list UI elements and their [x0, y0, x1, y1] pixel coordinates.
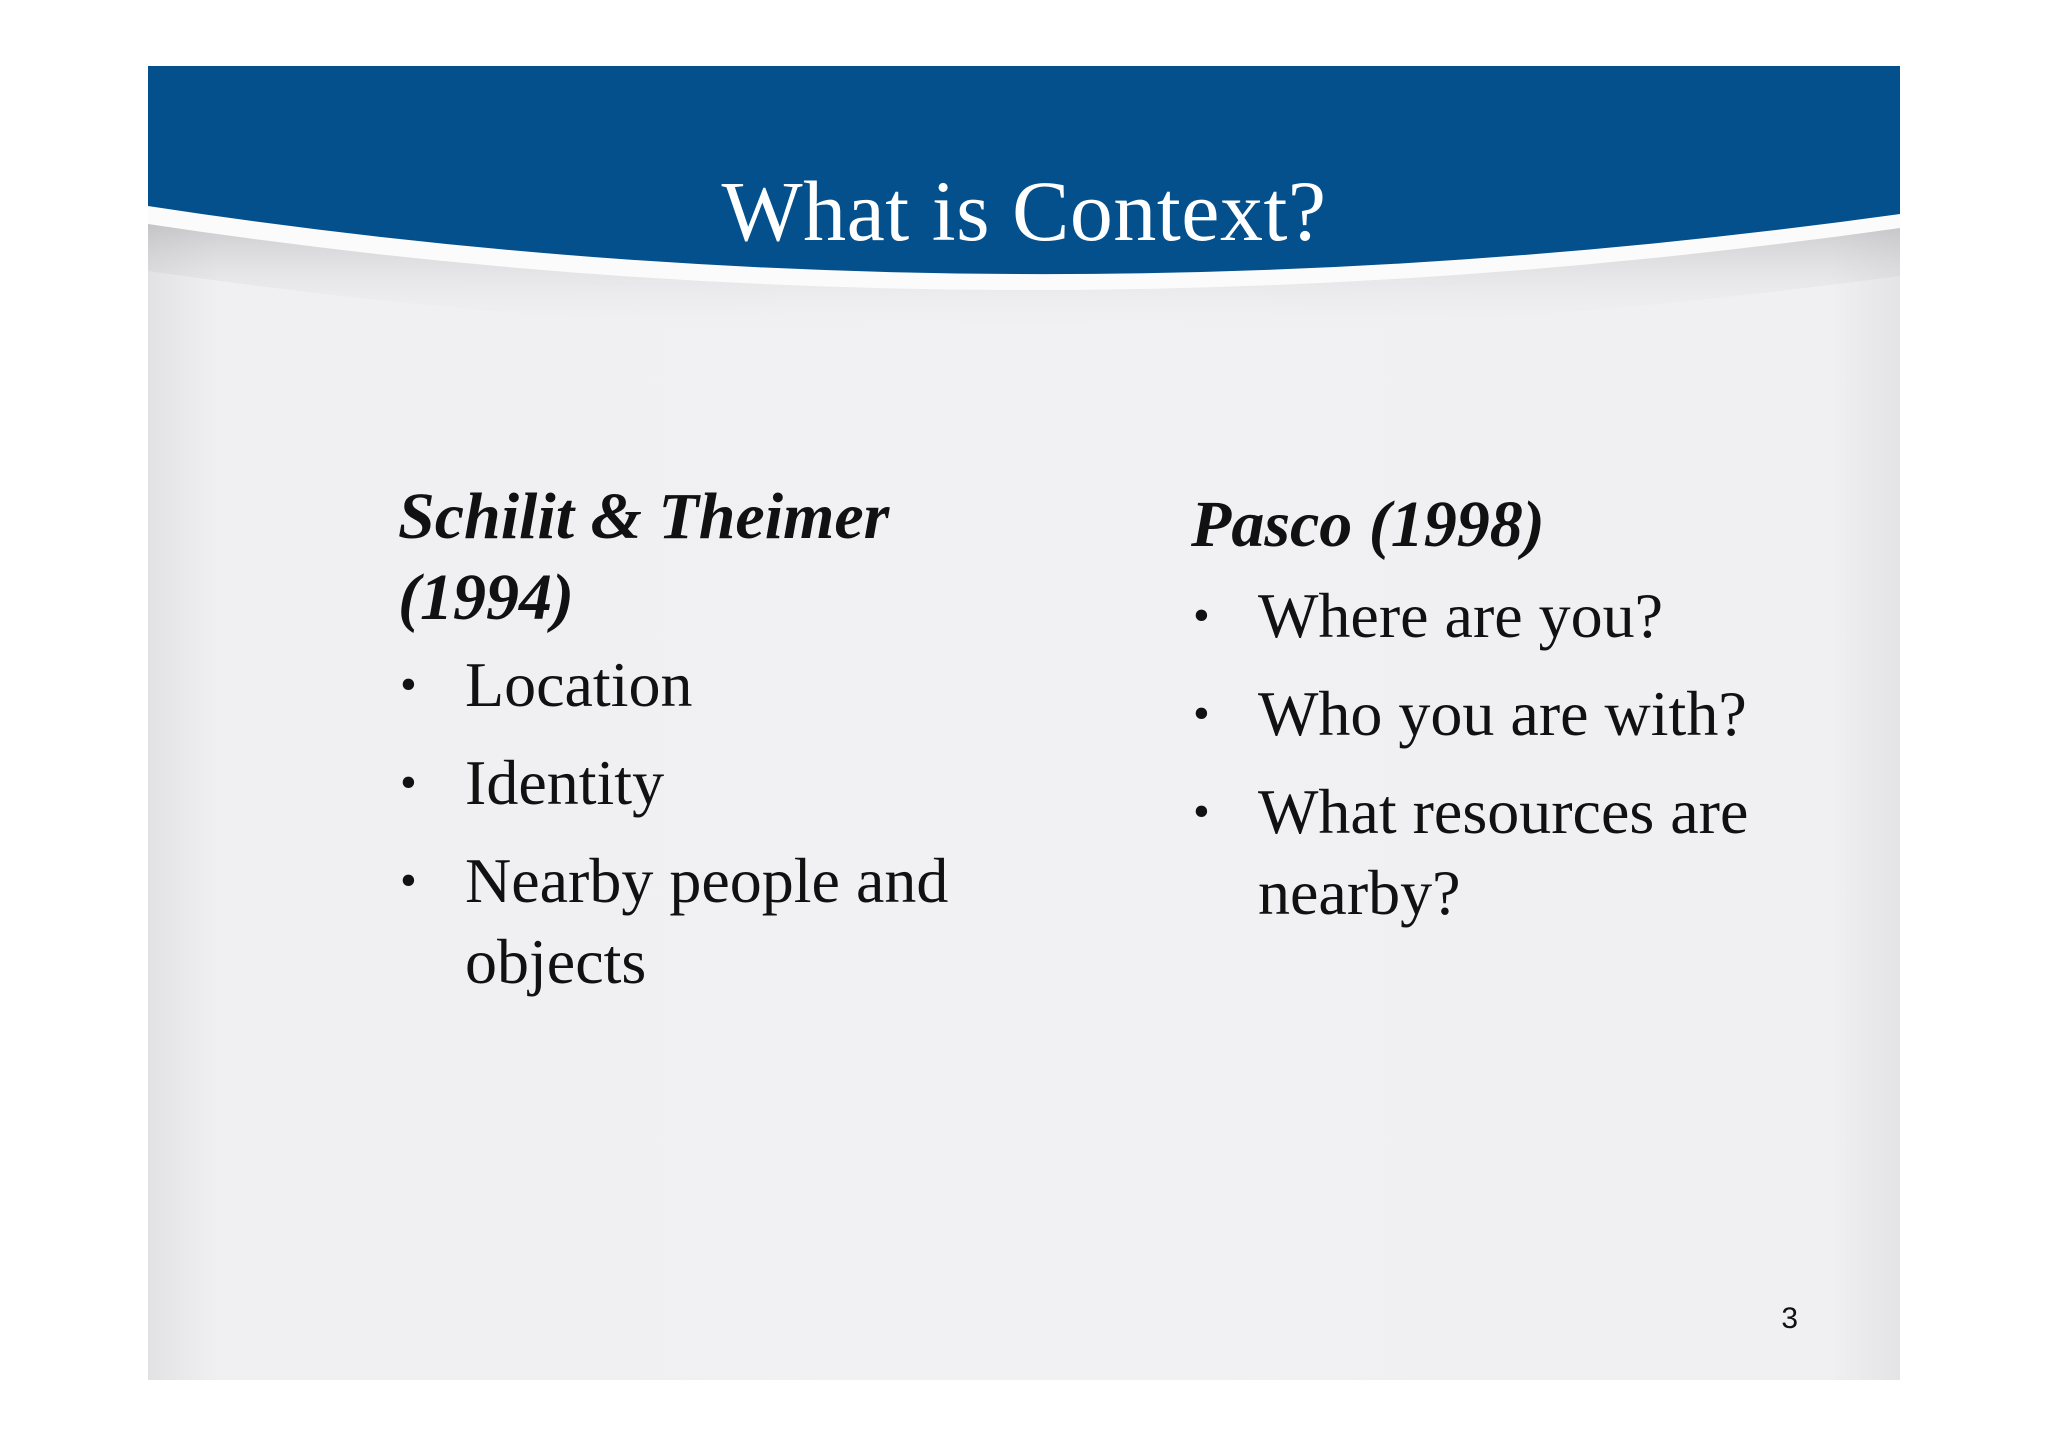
- slide: [148, 66, 1900, 1380]
- list-item: [1191, 771, 1751, 933]
- list-item: [398, 742, 958, 823]
- left-column-heading: Schilit & Theimer (1994): [398, 480, 890, 634]
- slide-title: What is Context?: [721, 163, 1327, 259]
- bullet-icon: •: [400, 854, 417, 907]
- list-item-text: Identity: [465, 747, 665, 818]
- bullet-icon: •: [400, 658, 417, 711]
- list-item: [398, 644, 958, 725]
- left-bullet-list: [398, 644, 958, 1002]
- bullet-icon: •: [400, 756, 417, 809]
- slide-page-number: 3: [1781, 1302, 1798, 1335]
- list-item-text: Location: [465, 649, 693, 720]
- bullet-icon: •: [1193, 687, 1210, 740]
- list-item: [398, 840, 958, 1002]
- list-item-text: Who you are with?: [1258, 678, 1747, 749]
- list-item-text: Where are you?: [1258, 580, 1664, 651]
- list-item: [1191, 673, 1751, 754]
- bullet-icon: •: [1193, 589, 1210, 642]
- list-item-text: Nearby people and objects: [465, 845, 949, 997]
- right-column: [1191, 484, 1751, 950]
- list-item: [1191, 575, 1751, 656]
- left-column: [398, 476, 958, 1019]
- list-item-text: What resources are nearby?: [1258, 776, 1749, 928]
- bullet-icon: •: [1193, 785, 1210, 838]
- right-bullet-list: [1191, 575, 1751, 933]
- right-column-heading: Pasco (1998): [1191, 488, 1545, 561]
